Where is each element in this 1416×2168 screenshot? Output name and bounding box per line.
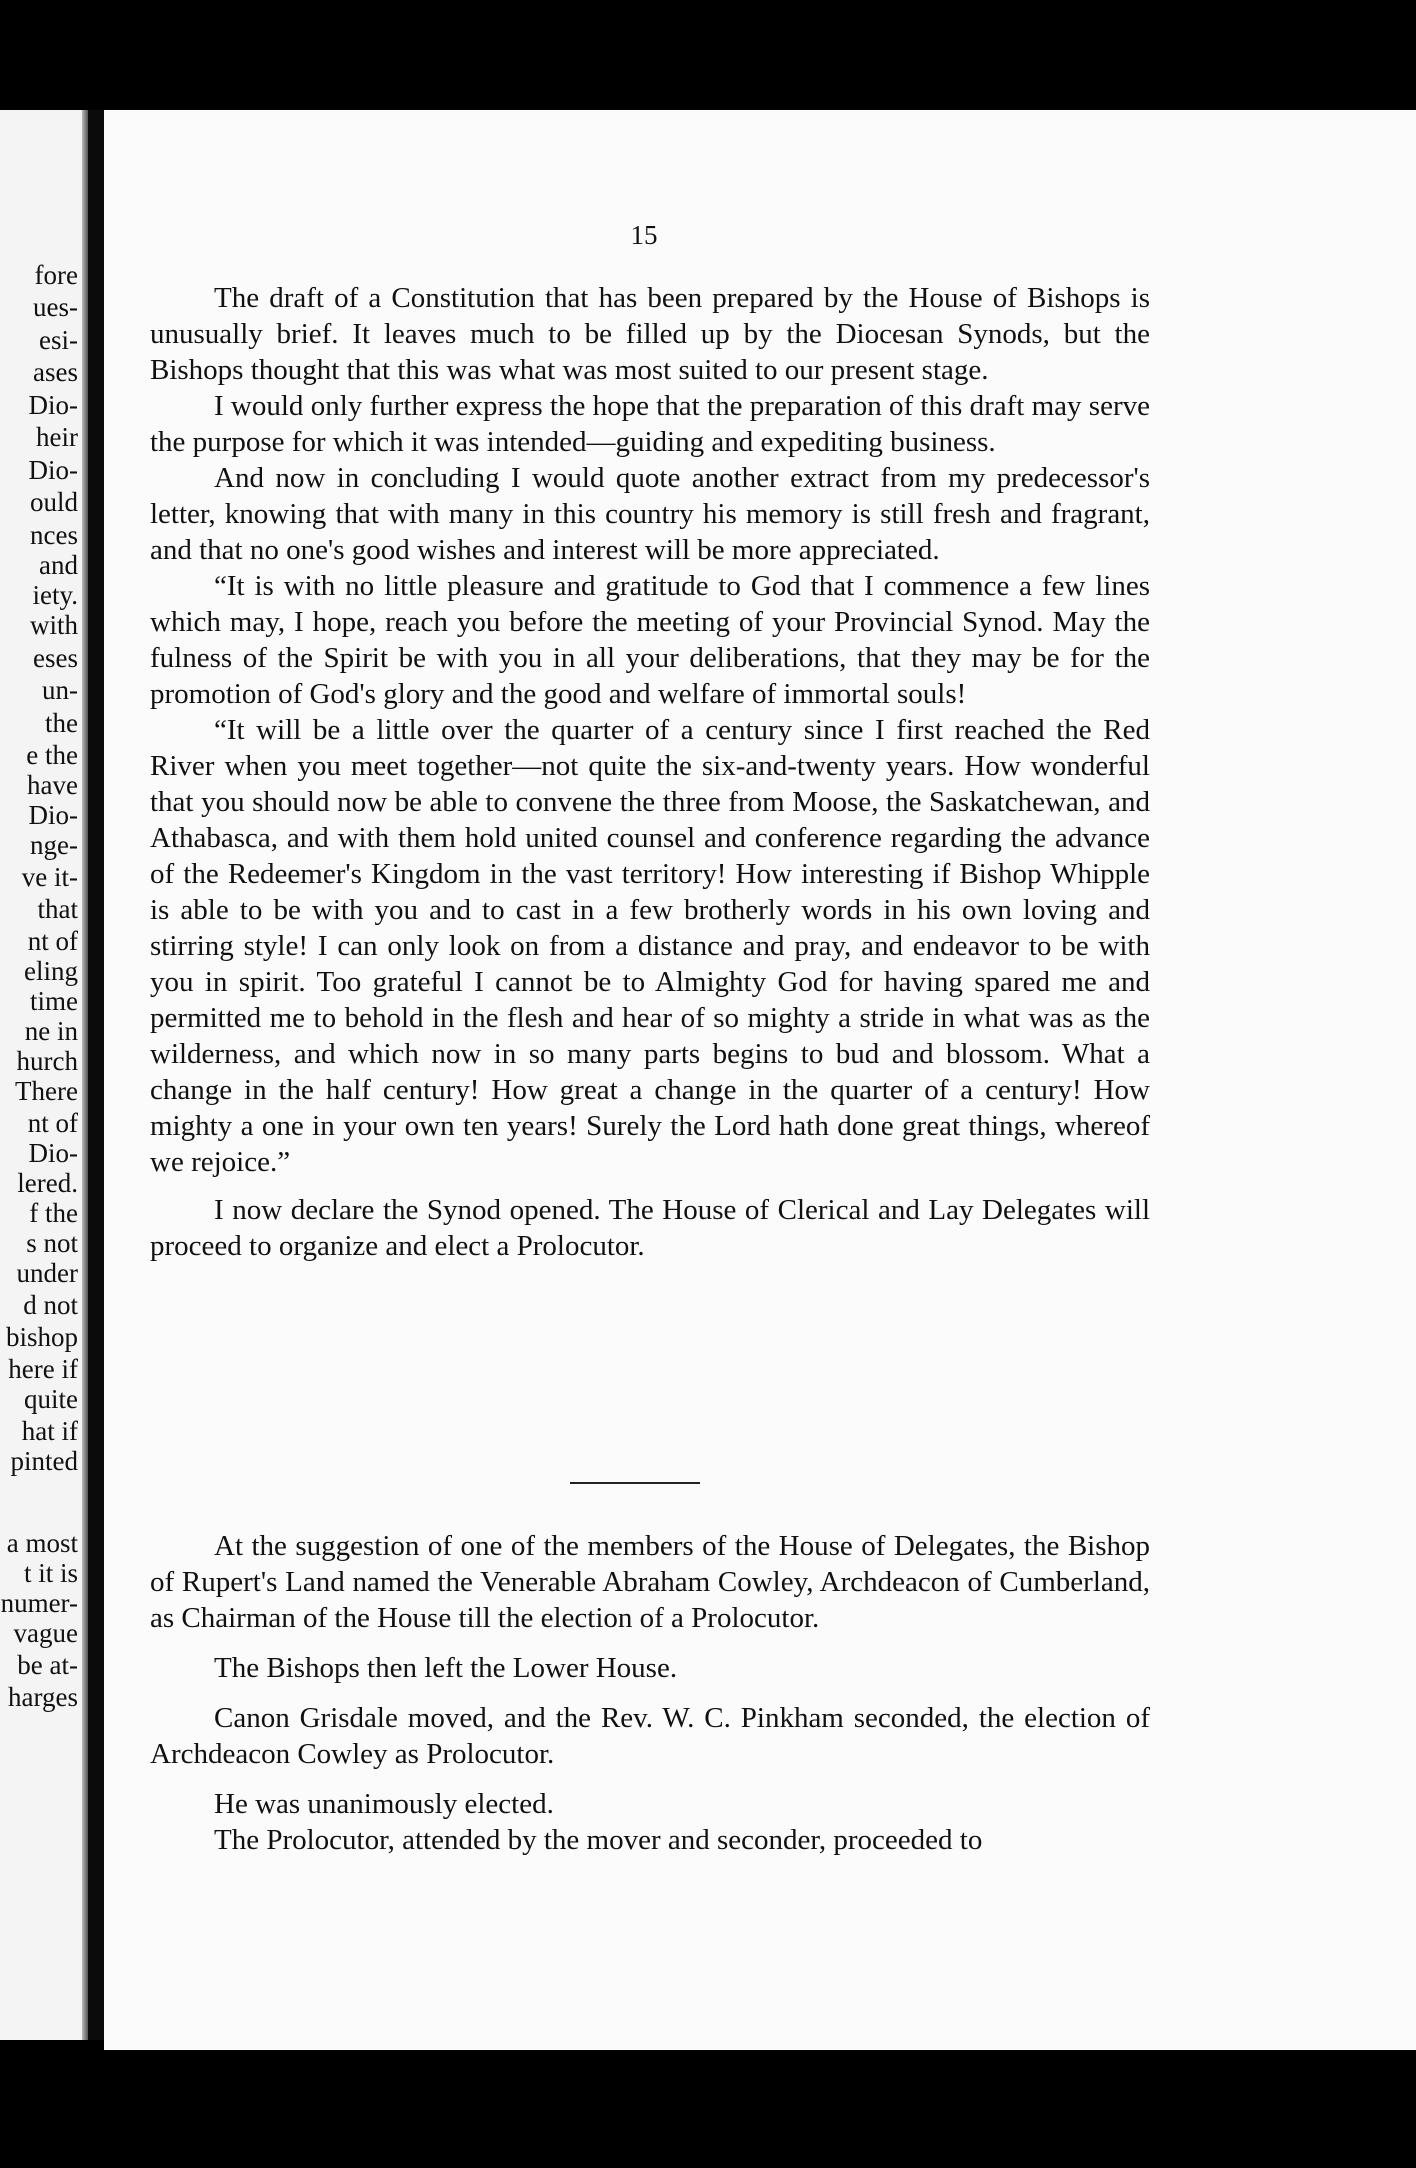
left-page-fragment: harges — [8, 1682, 78, 1712]
left-page-fragment: heir — [36, 422, 78, 452]
left-page-fragment: eses — [33, 643, 78, 673]
paragraph: “It is with no little pleasure and gratitude to God that I commence a few lines which may, I hope, reach you before the meeting of your Provincial Synod. May the fulness of the Spirit be with you in all your deliberations, that they may be for the promotion of God's glory and the good and welfare of immortal souls! — [150, 570, 1150, 710]
paragraph: The draft of a Constitution that has been prepared by the House of Bishops is unusually brief. It leaves much to be filled up by the Diocesan Synods, but the Bishops thought that this was what was most suited to our present stage. — [150, 282, 1150, 386]
page — [104, 110, 1416, 2050]
left-page-fragment: nces — [30, 520, 78, 550]
left-page-fragment: quite — [24, 1384, 78, 1414]
left-page-fragment: There — [15, 1076, 78, 1106]
left-page-fragment: hurch — [16, 1046, 78, 1076]
left-page-fragment: hat if — [21, 1416, 78, 1446]
left-page-fragment: ues- — [33, 292, 78, 322]
left-page-fragment: under — [16, 1258, 78, 1288]
paragraph: I now declare the Synod opened. The House of Clerical and Lay Delegates will proceed to organize and elect a Prolocutor. — [150, 1194, 1150, 1262]
book-spine — [88, 110, 104, 2040]
paragraph: At the suggestion of one of the members of the House of Delegates, the Bishop of Rupert's Land named the Venerable Abraham Cowley, Archdeacon of Cumberland, as Chairman of the House till the election of a Prolocutor. — [150, 1530, 1150, 1634]
left-page-fragment: Dio- — [28, 455, 78, 485]
left-page-fragment: s not — [26, 1228, 78, 1258]
left-page-fragment: a most — [6, 1528, 78, 1558]
left-page-fragment: and — [39, 550, 78, 580]
section-2 — [150, 1528, 1150, 1858]
left-page-fragment: Dio- — [28, 390, 78, 420]
left-page-fragment: eling — [24, 956, 78, 986]
left-page-fragment: t it is — [23, 1558, 78, 1588]
left-page-fragment: iety. — [32, 580, 78, 610]
left-page-fragment: have — [27, 770, 78, 800]
left-page-fragment: ne in — [24, 1016, 78, 1046]
left-page-fragment: un- — [42, 675, 78, 705]
left-page-fragment: time — [30, 986, 78, 1016]
page-number: 15 — [630, 220, 658, 250]
left-page-fragment: with — [29, 610, 78, 640]
left-page-fragment: fore — [34, 260, 78, 290]
left-page-fragment: be at- — [17, 1650, 78, 1680]
paragraph: He was unanimously elected. — [214, 1788, 554, 1820]
paragraph: “It will be a little over the quarter of a century since I first reached the Red River when you meet together—not quite the six-and-twenty years. How wonderful that you should now be able to convene the three from Moose, the Saskatchewan, and Athabasca, and with them hold united counsel and conference regarding the advance of the Redeemer's Kingdom in the vast territory! How interesting if Bishop Whipple is able to be with you and to cast in a few brotherly words in his own loving and stirring style! I can only look on from a distance and pray, and endeavor to be with you in spirit. Too grateful I cannot be to Almighty God for having spared me and permitted me to behold in the flesh and hear of so mighty a stride in what was as the wilderness, and which now in so many parts begins to bud and blossom. What a change in the half century! How great a change in the quarter of a century! How mighty a one in your own ten years! Surely the Lord hath done great things, whereof we rejoice.” — [150, 714, 1150, 1178]
left-page-fragment: esi- — [39, 325, 78, 355]
left-page-fragment: nge- — [30, 830, 78, 860]
paragraph: The Bishops then left the Lower House. — [214, 1652, 678, 1684]
left-page-fragment: that — [37, 894, 78, 924]
left-facing-page — [0, 110, 88, 2040]
left-page-fragment: Dio- — [28, 1138, 78, 1168]
left-page-fragment: f the — [29, 1198, 78, 1228]
left-page-fragment: lered. — [17, 1168, 78, 1198]
left-page-fragment: pinted — [10, 1446, 78, 1476]
left-page-fragment: ve it- — [21, 862, 78, 892]
left-page-fragment: numer- — [0, 1588, 78, 1618]
left-page-fragment: nt of — [27, 1108, 78, 1138]
left-page-fragment: ould — [29, 487, 78, 517]
paragraph: The Prolocutor, attended by the mover and seconder, proceeded to — [214, 1824, 983, 1856]
paragraph: I would only further express the hope that the preparation of this draft may serve the purpose for which it was intended—guiding and expediting business. — [150, 390, 1150, 458]
section-divider — [570, 1482, 700, 1484]
left-page-fragment: bishop — [5, 1322, 78, 1352]
left-page-fragment: Dio- — [28, 800, 78, 830]
left-page-fragment: nt of — [27, 926, 78, 956]
left-page-fragment: here if — [8, 1354, 78, 1384]
left-page-fragment: e the — [26, 740, 78, 770]
left-page-fragment: d not — [23, 1290, 78, 1320]
paragraph: Canon Grisdale moved, and the Rev. W. C. Pinkham seconded, the election of Archdeacon Cowley as Prolocutor. — [150, 1702, 1150, 1770]
left-page-fragment: vague — [13, 1618, 78, 1648]
paragraph: And now in concluding I would quote another extract from my predecessor's letter, knowing that with many in this country his memory is still fresh and fragrant, and that no one's good wishes and interest will be more appreciated. — [150, 462, 1150, 566]
left-page-fragment: ases — [33, 357, 78, 387]
left-page-fragment: the — [45, 708, 78, 738]
section-1 — [150, 280, 1150, 1264]
